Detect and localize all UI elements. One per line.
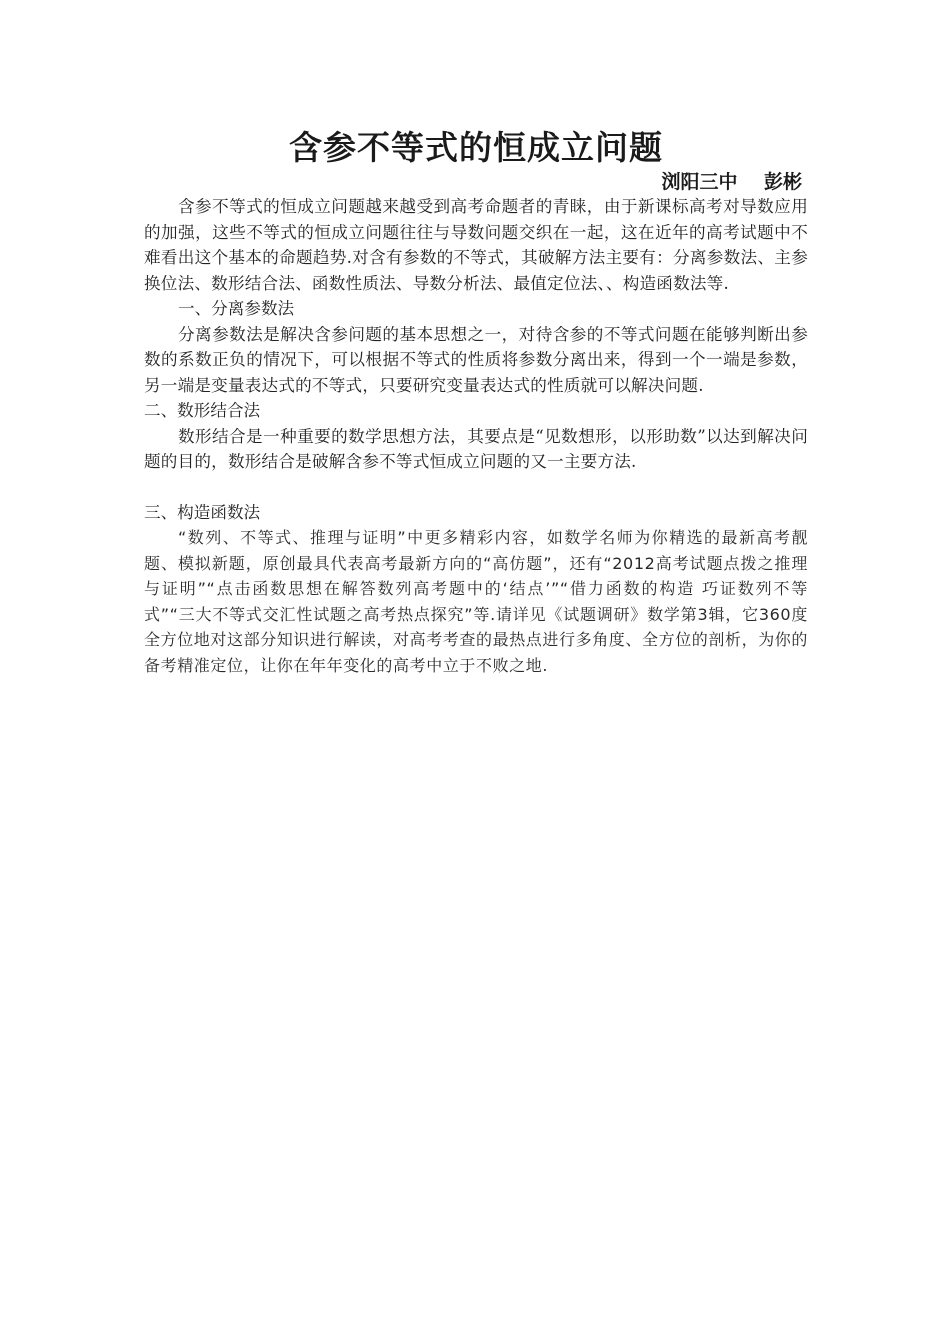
- section-heading-2: 二、数形结合法: [144, 401, 261, 420]
- section-body-3: “数列、不等式、推理与证明”中更多精彩内容，如数学名师为你精选的最新高考靓题、模拟新题，原创最具代表高考最新方向的“高仿题”，还有“2012高考试题点拨之推理与证明”“点击函数思想在解答数列高考题中的‘结点’”“借力函数的构造 巧证数列不等式”“三大不等式交汇性试题之高考热点探究”等.请详见《试题调研》数学第3辑，它360度全方位地对这部分知识进行解读，对高考考查的最热点进行多角度、全方位的剖析，为你的备考精准定位，让你在年年变化的高考中立于不败之地.: [144, 528, 809, 675]
- section-heading-1: 一、分离参数法: [178, 299, 295, 318]
- section-body-2: 数形结合是一种重要的数学思想方法，其要点是“见数想形，以形助数”以达到解决问题的目的，数形结合是破解含参不等式恒成立问题的又一主要方法.: [144, 426, 808, 471]
- document-page: [144, 126, 808, 678]
- section-heading-3: 三、构造函数法: [144, 502, 261, 522]
- section-body-1: 分离参数法是解决含参问题的基本思想之一，对待含参的不等式问题在能够判断出参数的系数正负的情况下，可以根据不等式的性质将参数分离出来，得到一个一端是参数，另一端是变量表达式的不等式，只要研究变量表达式的性质就可以解决问题.: [144, 324, 808, 395]
- document-title: 含参不等式的恒成立问题: [289, 128, 663, 167]
- intro-paragraph: 含参不等式的恒成立问题越来越受到高考命题者的青睐，由于新课标高考对导数应用的加强，这些不等式的恒成立问题往往与导数问题交织在一起，这在近年的高考试题中不难看出这个基本的命题趋势.对含有参数的不等式，其破解方法主要有：分离参数法、主参换位法、数形结合法、函数性质法、导数分析法、最值定位法、、构造函数法等.: [144, 197, 808, 293]
- author-line: 浏阳三中 彭彬: [661, 171, 802, 193]
- spacer: [144, 475, 808, 500]
